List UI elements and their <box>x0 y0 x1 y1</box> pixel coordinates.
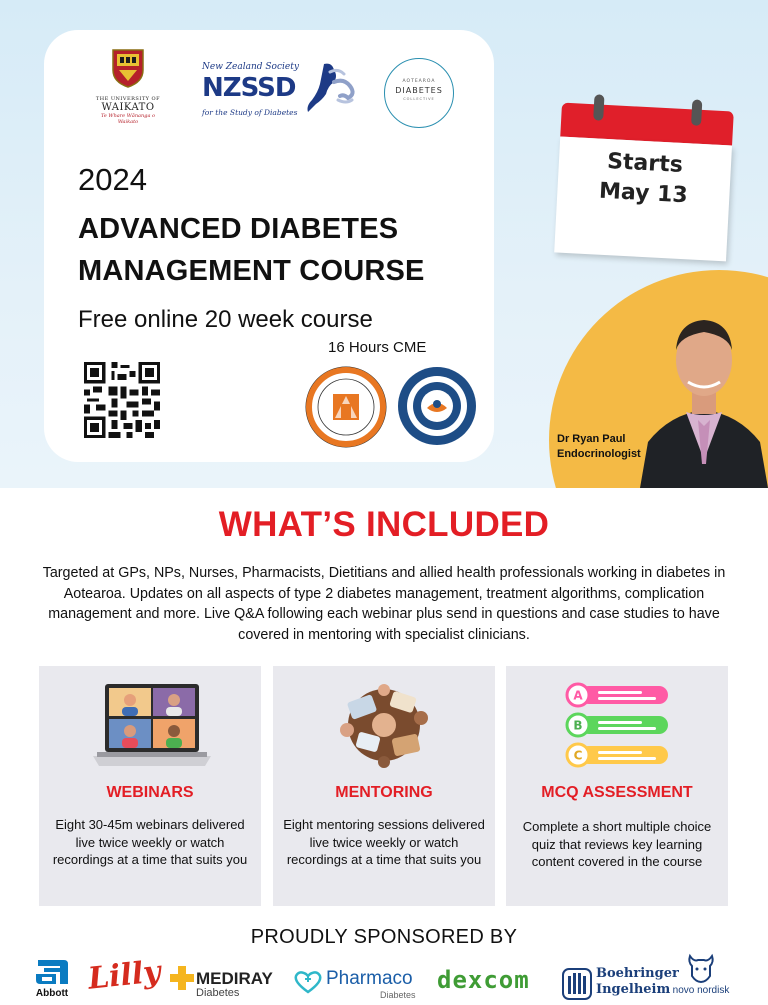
abbott-text: Abbott <box>35 988 69 999</box>
cme-hours: 16 Hours CME <box>328 339 427 356</box>
lilly-logo: Lilly <box>86 954 163 997</box>
novo-bull-icon <box>684 952 718 984</box>
novo-nordisk-logo <box>666 952 736 996</box>
whats-included-heading: WHAT’S INCLUDED <box>218 505 550 544</box>
course-title <box>78 208 425 292</box>
pharmaco-sub: Diabetes <box>380 990 416 1000</box>
nzssd-line1: New Zealand Society <box>202 62 299 72</box>
waikato-line2: WAIKATO <box>101 102 155 113</box>
nzssd-line2: NZSSD <box>202 73 296 103</box>
endorsed-provider-seal <box>305 366 387 448</box>
abbott-logo <box>30 956 74 1002</box>
boehringer-line1: Boehringer <box>596 966 679 981</box>
feature-mcq-title: MCQ ASSESSMENT <box>541 784 693 801</box>
qr-code[interactable] <box>84 362 160 438</box>
adc-line1: AOTEAROA <box>402 79 436 84</box>
abbott-icon <box>34 956 70 986</box>
presenter-caption <box>557 432 641 462</box>
mediray-text: MEDIRAY <box>196 969 273 988</box>
nzssd-logo <box>200 60 360 122</box>
hero-section <box>0 0 768 488</box>
feature-mentoring-title: MENTORING <box>335 784 433 801</box>
presenter-name: Dr Ryan Paul <box>557 433 626 445</box>
feature-webinars-text: Eight 30-45m webinars delivered live twice weekly or watch recordings at a time that suits you <box>52 817 248 867</box>
presenter-photo <box>640 292 768 488</box>
waikato-line3: Te Whare Wānanga o Waikato <box>100 113 156 125</box>
feature-mentoring <box>273 666 495 906</box>
calendar-text <box>557 145 732 214</box>
aotearoa-diabetes-collective-logo <box>384 58 454 128</box>
sponsors-heading: PROUDLY SPONSORED BY <box>250 926 518 948</box>
novo-nordisk-text: novo nordisk <box>672 985 730 996</box>
waikato-logo <box>92 48 164 136</box>
waikato-crest-icon <box>111 48 145 88</box>
adc-line3: COLLECTIVE <box>403 97 435 101</box>
calendar-icon <box>554 103 734 262</box>
college-of-nurses-seal <box>397 366 477 446</box>
dexcom-logo: dexcom <box>437 966 530 994</box>
adc-line2: DIABETES <box>395 86 443 95</box>
calendar-line2: May 13 <box>598 178 689 209</box>
presenter-role: Endocrinologist <box>557 448 641 460</box>
waikato-line1: THE UNIVERSITY OF <box>95 96 161 102</box>
mentoring-hands-icon <box>329 680 439 770</box>
quiz-letter-b: B <box>573 718 583 733</box>
laptop-video-call-icon <box>93 682 211 770</box>
course-title-line2: MANAGEMENT COURSE <box>78 255 425 287</box>
mediray-logo <box>196 970 273 1000</box>
course-title-line1: ADVANCED DIABETES <box>78 213 399 245</box>
quiz-list-icon <box>564 680 674 770</box>
mediray-plus-icon <box>170 966 194 990</box>
pharmaco-text: Pharmaco <box>326 968 413 989</box>
boehringer-icon <box>562 968 592 1000</box>
feature-mentoring-text: Eight mentoring sessions delivered live twice weekly or watch recordings at a time that suits you <box>283 817 485 867</box>
quiz-letter-a: A <box>573 688 583 703</box>
course-description: Targeted at GPs, NPs, Nurses, Pharmacists, Dietitians and allied health professionals working in diabetes in Aotearoa. Updates on all aspects of type 2 diabetes management, treatment algorithms, complication management and more. Live Q&A following each webinar plus send in questions and case studies to have covered in mentoring with specialist clinicians. <box>42 565 726 643</box>
mediray-sub: Diabetes <box>196 987 240 999</box>
course-subtitle: Free online 20 week course <box>78 306 373 333</box>
course-year: 2024 <box>78 162 147 197</box>
feature-webinars-title: WEBINARS <box>106 784 194 801</box>
boehringer-line2: Ingelheim <box>596 982 671 997</box>
pharmaco-heart-icon <box>292 970 324 994</box>
feature-mcq-assessment <box>506 666 728 906</box>
nz-map-icon <box>304 60 360 120</box>
feature-mcq-text: Complete a short multiple choice quiz that reviews key learning content covered in the course <box>522 819 712 869</box>
nzssd-line3: for the Study of Diabetes <box>202 108 298 117</box>
start-date-calendar <box>558 95 738 265</box>
calendar-line1: Starts <box>606 149 684 178</box>
quiz-letter-c: C <box>573 748 583 763</box>
feature-webinars <box>39 666 261 906</box>
